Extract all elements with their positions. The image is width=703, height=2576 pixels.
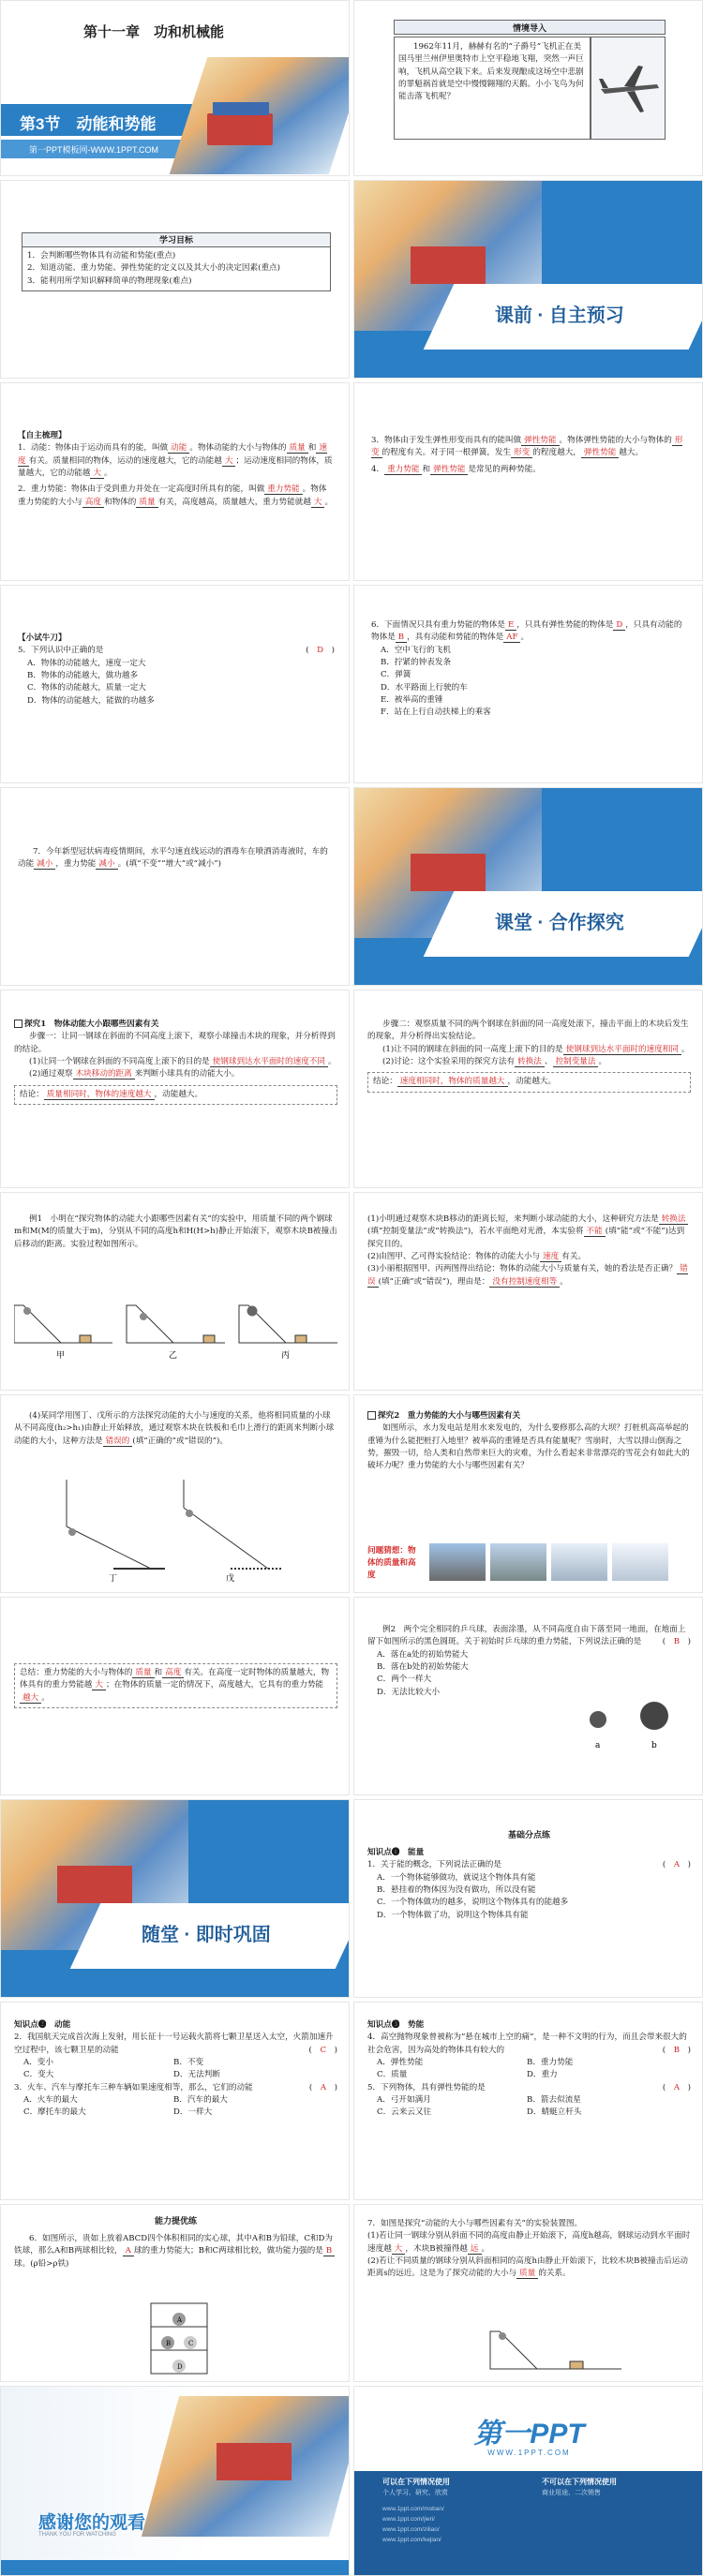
row-6 bbox=[0, 990, 703, 1188]
slide-review-2 bbox=[353, 382, 703, 581]
section-title: 基础分点练 bbox=[507, 1831, 550, 1840]
slide-example-1 bbox=[0, 1192, 350, 1391]
option: A．弓开如满月 bbox=[377, 2094, 431, 2105]
slide-example-2 bbox=[353, 1597, 703, 1795]
option: C．云来云又往 bbox=[377, 2107, 432, 2118]
banner-title: 课堂 · 合作探究 bbox=[495, 913, 624, 933]
kinetic-block bbox=[14, 2019, 337, 2120]
banner-title: 随堂 · 即时巩固 bbox=[142, 1925, 271, 1945]
ramp-figure bbox=[14, 1305, 112, 1343]
option: A．一个物体能够做功，就说这个物体具有能 bbox=[377, 1872, 536, 1883]
review-p3: 3．物体由于发生弹性形变而具有的能叫做 弹性势能 。物体弹性势能的大小与物体的 形变 的程度有关。对于同一根弹簧，发生 形变 的程度越大， 弹性势能 越大。 bbox=[371, 436, 683, 458]
q-stem: 7．如图是探究“动能的大小与哪些因素有关”的实验装置图。 bbox=[367, 2219, 583, 2228]
pile-driver-photo bbox=[490, 1543, 546, 1581]
mark-label: a bbox=[595, 1741, 601, 1750]
answer: (1)若让同一钢球分别从斜面不同的高度由静止开始滚下，高度h越高，钢球运动到水平面时速度越 大 ，木块B被撞得越 远 。 bbox=[367, 2231, 691, 2254]
slide-review-1 bbox=[0, 382, 350, 581]
slide-banner-practice bbox=[0, 1799, 350, 1998]
allowed-title: 可以在下列情况使用 bbox=[382, 2478, 450, 2486]
goals-box bbox=[22, 247, 331, 291]
option: C．摩托车的最大 bbox=[23, 2107, 86, 2118]
link[interactable]: www.1ppt.com/jieri/ bbox=[382, 2516, 435, 2524]
review-block bbox=[371, 435, 688, 476]
footer-bar bbox=[1, 2560, 350, 2576]
option: C．两个一样大 bbox=[377, 1675, 432, 1685]
question-6 bbox=[371, 619, 688, 720]
link-list bbox=[382, 2504, 682, 2545]
review-p2: 2．重力势能：物体由于受到重力并处在一定高度时所具有的能，叫做 重力势能 。物体重力势能的大小与 高度 和物体的 质量 有关，高度越高，质量越大，重力势能就越 大 。 bbox=[18, 484, 334, 507]
row-8 bbox=[0, 1394, 703, 1593]
ramp-figure bbox=[67, 1480, 165, 1569]
option: A．变小 bbox=[23, 2057, 53, 2067]
option: B．落在b处的初始势能大 bbox=[377, 1661, 469, 1672]
row-4 bbox=[0, 585, 703, 783]
slide-ability-6 bbox=[0, 2204, 350, 2382]
slide-explore-1b bbox=[353, 990, 703, 1188]
option: A．弹性势能 bbox=[377, 2057, 424, 2067]
figure-label: 乙 bbox=[169, 1351, 178, 1361]
slide-banner-class bbox=[353, 787, 703, 986]
intro-text: 1962年11月，赫赫有名的“子爵号”飞机正在美国马里兰州伊里奥特市上空平稳地飞翔，突然一声巨响，飞机从高空栽下来。后来发现酿成这场空中悲剧的罪魁祸首就是空中慢慢翱翔的天鹅。小小飞鸟为何能击落飞机呢？ bbox=[394, 37, 591, 140]
answer: (2)若让不同质量的钢球分别从斜面相同的高度h由静止开始滚下，比较木块B被撞击后运动距离s的远近。这是为了探究动能的大小与 质量 的关系。 bbox=[367, 2256, 688, 2279]
potential-block bbox=[367, 2019, 691, 2120]
example-1-answers bbox=[367, 1214, 691, 1288]
option: C．物体的动能越大，质量一定大 bbox=[27, 683, 146, 693]
book-stack bbox=[213, 102, 269, 115]
step: 步骤一：让同一钢球在斜面的不同高度上滚下，观察小球撞击木块的现象，并分析得到的结论。 bbox=[14, 1032, 336, 1054]
conclusion: 结论： 质量相同时，物体的速度越大 ，动能越大。 bbox=[14, 1085, 337, 1105]
ramp-figures bbox=[57, 1480, 292, 1583]
q-stem: 5．下列物体，具有弹性势能的是 ( A ) bbox=[367, 2082, 691, 2092]
figure-label: 甲 bbox=[56, 1351, 66, 1361]
guess: 问题猜想：物体的质量和高度 bbox=[367, 1546, 416, 1580]
goals-title: 学习目标 bbox=[22, 232, 331, 247]
link[interactable]: www.1ppt.com/ziliao/ bbox=[382, 2526, 440, 2534]
explore-2 bbox=[367, 1410, 691, 1473]
line: (2)讨论：这个实验采用的探究方法有 转换法 、 控制变量法 。 bbox=[382, 1056, 607, 1066]
row-13 bbox=[0, 2386, 703, 2576]
explore-text: 如图所示，水力发电站是用水来发电的，为什么要修那么高的大坝？打桩机高高举起的重锤为什么能把桩打入地里？被举高的重锤是否具有能量呢？雪崩时，大雪以排山倒海之势，摧毁一切，给人类和自然带来巨大的灾难，为什么看起来非常漂亮的雪花会有如此大的破坏力呢？重力势能的大小与哪些因素有关？ bbox=[367, 1423, 690, 1471]
site-text: 第一PPT模板网-WWW.1PPT.COM bbox=[29, 145, 158, 155]
question-7b bbox=[367, 2218, 691, 2281]
ramp-figure bbox=[127, 1305, 225, 1343]
ball-label: C bbox=[188, 2340, 194, 2347]
figure-label: 戊 bbox=[226, 1574, 235, 1583]
slide-goals bbox=[0, 180, 350, 379]
option: D．无法判断 bbox=[173, 2070, 220, 2080]
question-7: 7．今年新型冠状病毒疫情期间，水平匀速直线运动的洒毒车在喷洒消毒液时，车的动能 减小 ，重力势能 减小 。(填“不变”“增大”或“减小”) bbox=[18, 847, 328, 870]
ramp-figure bbox=[184, 1480, 282, 1569]
option-grid bbox=[14, 2094, 337, 2120]
section-title: 能力提优练 bbox=[154, 2217, 197, 2226]
avalanche-photo bbox=[551, 1543, 607, 1581]
question-6b: 6．如图所示，贵如上放着ABCD四个体积相同的实心球，其中A和B为铅球，C和D为铁球，那么A和B两球相比较， A 球的重力势能大；B和C两球相比较，做功能力强的是 B球。(ρ铅>ρ铁) bbox=[14, 2233, 337, 2271]
knowledge-point: 知识点❶ 能量 bbox=[367, 1848, 425, 1857]
mark-b bbox=[640, 1702, 668, 1730]
slide-example-1b bbox=[353, 1192, 703, 1391]
summary-box: 总结：重力势能的大小与物体的 质量 和 高度 有关。在高度一定时物体的质量越大，物体具有的重力势能越 大 ；在物体的质量一定的情况下，高度越大，它具有的重力势能越大 。 bbox=[14, 1663, 337, 1708]
airplane-photo bbox=[591, 37, 666, 140]
slide-credits bbox=[353, 2386, 703, 2576]
slide-q5 bbox=[0, 585, 350, 783]
book-stack bbox=[411, 246, 486, 284]
forbidden-title: 不可以在下列情况使用 bbox=[542, 2478, 617, 2486]
slide-title bbox=[0, 0, 350, 176]
forbidden-text: 商业用途、二次销售 bbox=[542, 2490, 601, 2496]
banner-title: 课前 · 自主预习 bbox=[495, 305, 624, 326]
row-12 bbox=[0, 2204, 703, 2382]
answer: (1)小明通过观察木块B移动的距离长短，来判断小球动能的大小，这种研究方法是 转换法(填“控制变量法”或“转换法”)，若水平面绝对光滑，本实验将 不能 (填“能”或“不能”)达到探究目的。 bbox=[367, 1214, 691, 1251]
option-grid bbox=[367, 2094, 691, 2120]
row-9 bbox=[0, 1597, 703, 1795]
option: B．汽车的最大 bbox=[173, 2094, 228, 2105]
book-stack bbox=[207, 113, 273, 145]
ball-label: D bbox=[177, 2363, 183, 2371]
book-stack bbox=[217, 2443, 292, 2480]
section-title: 第3节 动能和势能 bbox=[20, 115, 157, 133]
option: A．落在a处的初始势能大 bbox=[377, 1649, 469, 1660]
option-grid bbox=[367, 2057, 691, 2082]
snow-photo bbox=[612, 1543, 668, 1581]
intro-title: 情境导入 bbox=[512, 24, 546, 34]
q-stem: 例2 两个完全相同的乒乓球，表面涂墨，从不同高度自由下落至同一地面，在地面上留下如图所示的黑色圆斑。关于初始时乒乓球的重力势能，下列说法正确的是 ( B ) bbox=[367, 1625, 691, 1647]
option: D．物体的动能越大，能做的功越多 bbox=[27, 695, 155, 706]
q-stem: 2．我国航天完成首次海上发射，用长征十一号运载火箭将七颗卫星送入太空，火箭加速升空过程中，该七颗卫星的动能 ( C ) bbox=[14, 2033, 337, 2055]
book-stack bbox=[411, 854, 486, 891]
ramp-figure bbox=[486, 2327, 626, 2374]
review-block bbox=[18, 430, 335, 509]
allowed-text: 个人学习、研究、欣赏 bbox=[382, 2490, 448, 2496]
option: A．物体的动能越大，速度一定大 bbox=[27, 658, 146, 668]
option: C．弹簧 bbox=[381, 670, 411, 680]
row-2 bbox=[0, 180, 703, 379]
option: B．物体的动能越大，做功越多 bbox=[27, 670, 139, 680]
mark-label: b bbox=[651, 1741, 657, 1750]
row-1 bbox=[0, 0, 703, 176]
tag: 【小试牛刀】 bbox=[18, 633, 67, 643]
example-2 bbox=[367, 1624, 691, 1699]
explore-head: 探究2 重力势能的大小与哪些因素有关 bbox=[367, 1410, 691, 1422]
ball-label: A bbox=[177, 2316, 183, 2324]
ramp-figure bbox=[239, 1305, 337, 1343]
option: E．被举高的重锤 bbox=[381, 694, 443, 705]
figure-label: 丙 bbox=[281, 1351, 291, 1361]
dam-photo bbox=[429, 1543, 486, 1581]
goal-item: 3．能利用所学知识解释简单的物理现象(难点) bbox=[27, 275, 192, 286]
slide-q7 bbox=[0, 787, 350, 986]
slide-basics bbox=[353, 1799, 703, 1998]
option: D．蜻蜓立杆头 bbox=[527, 2107, 582, 2118]
chapter-title: 第十一章 功和机械能 bbox=[83, 24, 225, 40]
ball-marks bbox=[570, 1691, 682, 1757]
option: A．空中飞行的飞机 bbox=[381, 645, 451, 655]
review-p1: 1．动能：物体由于运动而具有的能，叫做 动能 。物体动能的大小与物体的 质量 和 速度 有关。质量相同的物体，运动的速度越大，它的动能越 大 ；运动速度相同的物体，质量越大，它的动能越 大 。 bbox=[18, 443, 333, 478]
q-stem: 4．高空抛物现象曾被称为“悬在城市上空的痛”，是一种不文明的行为，而且会带来很大的社会危害，因为高处的物体具有较大的 ( B ) bbox=[367, 2033, 691, 2055]
row-5 bbox=[0, 787, 703, 986]
option: D．无法比较大小 bbox=[377, 1687, 441, 1697]
answer: (2)由图甲、乙可得实验结论：物体的动能大小与 速度 有关。 bbox=[367, 1251, 587, 1261]
line: (1)让不同的钢球在斜面的同一高度上滚下的目的是 使钢球到达水平面时的速度相同 。 bbox=[382, 1044, 690, 1054]
shelf-figure bbox=[142, 2299, 217, 2378]
option: B．箭去似流星 bbox=[527, 2094, 581, 2105]
figure-label: 丁 bbox=[109, 1574, 118, 1583]
slide-explore-1 bbox=[0, 990, 350, 1188]
goal-item: 2．知道动能、重力势能、弹性势能的定义以及其大小的决定因素(重点) bbox=[27, 263, 280, 274]
slide-example-1c bbox=[0, 1394, 350, 1593]
row-10 bbox=[0, 1799, 703, 1998]
q-stem: 3．火车、汽车与摩托车三种车辆如果速度相等，那么，它们的动能 ( A ) bbox=[14, 2082, 337, 2092]
option: D．重力 bbox=[527, 2070, 558, 2080]
option: D．一样大 bbox=[173, 2107, 213, 2118]
slide-kinetic-q bbox=[0, 2002, 350, 2200]
line: (2)通过观察 木块移动的距离 来判断小球具有的动能大小。 bbox=[29, 1069, 240, 1080]
option: D．一个物体做了功，说明这个物体具有能 bbox=[377, 1910, 529, 1920]
slide-summary bbox=[0, 1597, 350, 1795]
goal-item: 1．会判断哪些物体具有动能和势能(重点) bbox=[27, 251, 176, 261]
basics-block bbox=[367, 1847, 691, 1922]
answer: (3)小丽根据图甲、丙两图得出结论：物体的动能大小与质量有关，她的看法是否正确？ 错误 (填“正确”或“错误”)，理由是： 没有控制速度相等 。 bbox=[367, 1264, 688, 1287]
slide-q6 bbox=[353, 585, 703, 783]
option: C．一个物体做功的越多，说明这个物体具有的能越多 bbox=[377, 1898, 569, 1908]
link[interactable]: www.1ppt.com/moban/ bbox=[382, 2506, 444, 2512]
option: C．质量 bbox=[377, 2070, 408, 2080]
ramp-figures bbox=[14, 1287, 337, 1362]
question-5 bbox=[18, 633, 335, 707]
option: F．站在上行自动扶梯上的乘客 bbox=[381, 707, 491, 718]
line: (1)让同一个钢球在斜面的不同高度上滚下的目的是 使钢球到达水平面时的速度不同 。 bbox=[29, 1056, 337, 1066]
option: B．拧紧的钟表发条 bbox=[381, 657, 452, 667]
knowledge-point: 知识点❷ 动能 bbox=[14, 2020, 71, 2030]
option: A．火车的最大 bbox=[23, 2094, 78, 2105]
option: B．悬挂着的物体因为没有做功，所以没有能 bbox=[377, 1884, 536, 1895]
example-1: 例1 小明在“探究物体的动能大小跟哪些因素有关”的实验中，用质量不同的两个钢球m和M(M的质量大于m)，分别从不同的高度h和H(H>h)静止开始滚下，观察木块B被撞击后移动的距离。实验过程如图所示。 bbox=[14, 1214, 337, 1249]
tag: 【自主梳理】 bbox=[18, 431, 67, 440]
example-1c: (4)某同学用图丁、戊所示的方法探究动能的大小与速度的关系，他将相同质量的小球从不同高度(h₂>h₁)由静止开始释放，通过观察木块在铁板和毛巾上滑行的距离来判断小球动能的大小，这种方法是 错误的 (填“正确的”或“错误的”)。 bbox=[14, 1411, 335, 1446]
thanks-title: 感谢您的观看 bbox=[38, 2513, 146, 2533]
conclusion: 结论： 速度相同时，物体的质量越大 ，动能越大。 bbox=[367, 1072, 691, 1092]
ball-label: B bbox=[166, 2340, 172, 2347]
brand-url: WWW.1PPT.COM bbox=[487, 2449, 571, 2457]
option: B．重力势能 bbox=[527, 2057, 574, 2067]
slide-potential-q bbox=[353, 2002, 703, 2200]
slide-ability-7 bbox=[353, 2204, 703, 2382]
knowledge-point: 知识点❸ 势能 bbox=[367, 2020, 425, 2030]
option: C．变大 bbox=[23, 2070, 54, 2080]
option-grid bbox=[14, 2057, 337, 2082]
brand-logo: 第一PPT bbox=[473, 2419, 585, 2449]
mark-a bbox=[590, 1711, 606, 1728]
slide-thanks bbox=[0, 2386, 350, 2576]
q-stem: 1．关于能的概念，下列说法正确的是 ( A ) bbox=[367, 1860, 691, 1870]
q5-stem: 5．下列认识中正确的是 ( D ) bbox=[18, 646, 335, 656]
book-stack bbox=[57, 1866, 132, 1903]
q6-stem: 6．下面情况只具有重力势能的物体是 E ，只具有弹性势能的物体是 D ，只具有动能的物体是 B ，具有动能和势能的物体是 AF 。 bbox=[371, 620, 682, 643]
explore-head: 探究1 物体动能大小跟哪些因素有关 bbox=[14, 1019, 337, 1031]
explore-1b bbox=[367, 1019, 691, 1093]
explore-1 bbox=[14, 1019, 337, 1105]
row-3 bbox=[0, 382, 703, 581]
row-7 bbox=[0, 1192, 703, 1391]
thanks-sub: THANK YOU FOR WATCHING bbox=[38, 2532, 116, 2538]
option: B．不变 bbox=[173, 2057, 204, 2067]
option: D．水平路面上行驶的车 bbox=[381, 682, 468, 692]
slide-intro bbox=[353, 0, 703, 176]
review-p4: 4． 重力势能 和 弹性势能 是常见的两种势能。 bbox=[371, 464, 541, 474]
slide-banner-preview bbox=[353, 180, 703, 379]
link[interactable]: www.1ppt.com/kejian/ bbox=[382, 2537, 441, 2544]
row-11 bbox=[0, 2002, 703, 2200]
step: 步骤二：观察质量不同的两个钢球在斜面的同一高度处滚下，撞击平面上的木块后发生的现象，并分析得出实验结论。 bbox=[367, 1020, 689, 1042]
slide-explore-2 bbox=[353, 1394, 703, 1593]
